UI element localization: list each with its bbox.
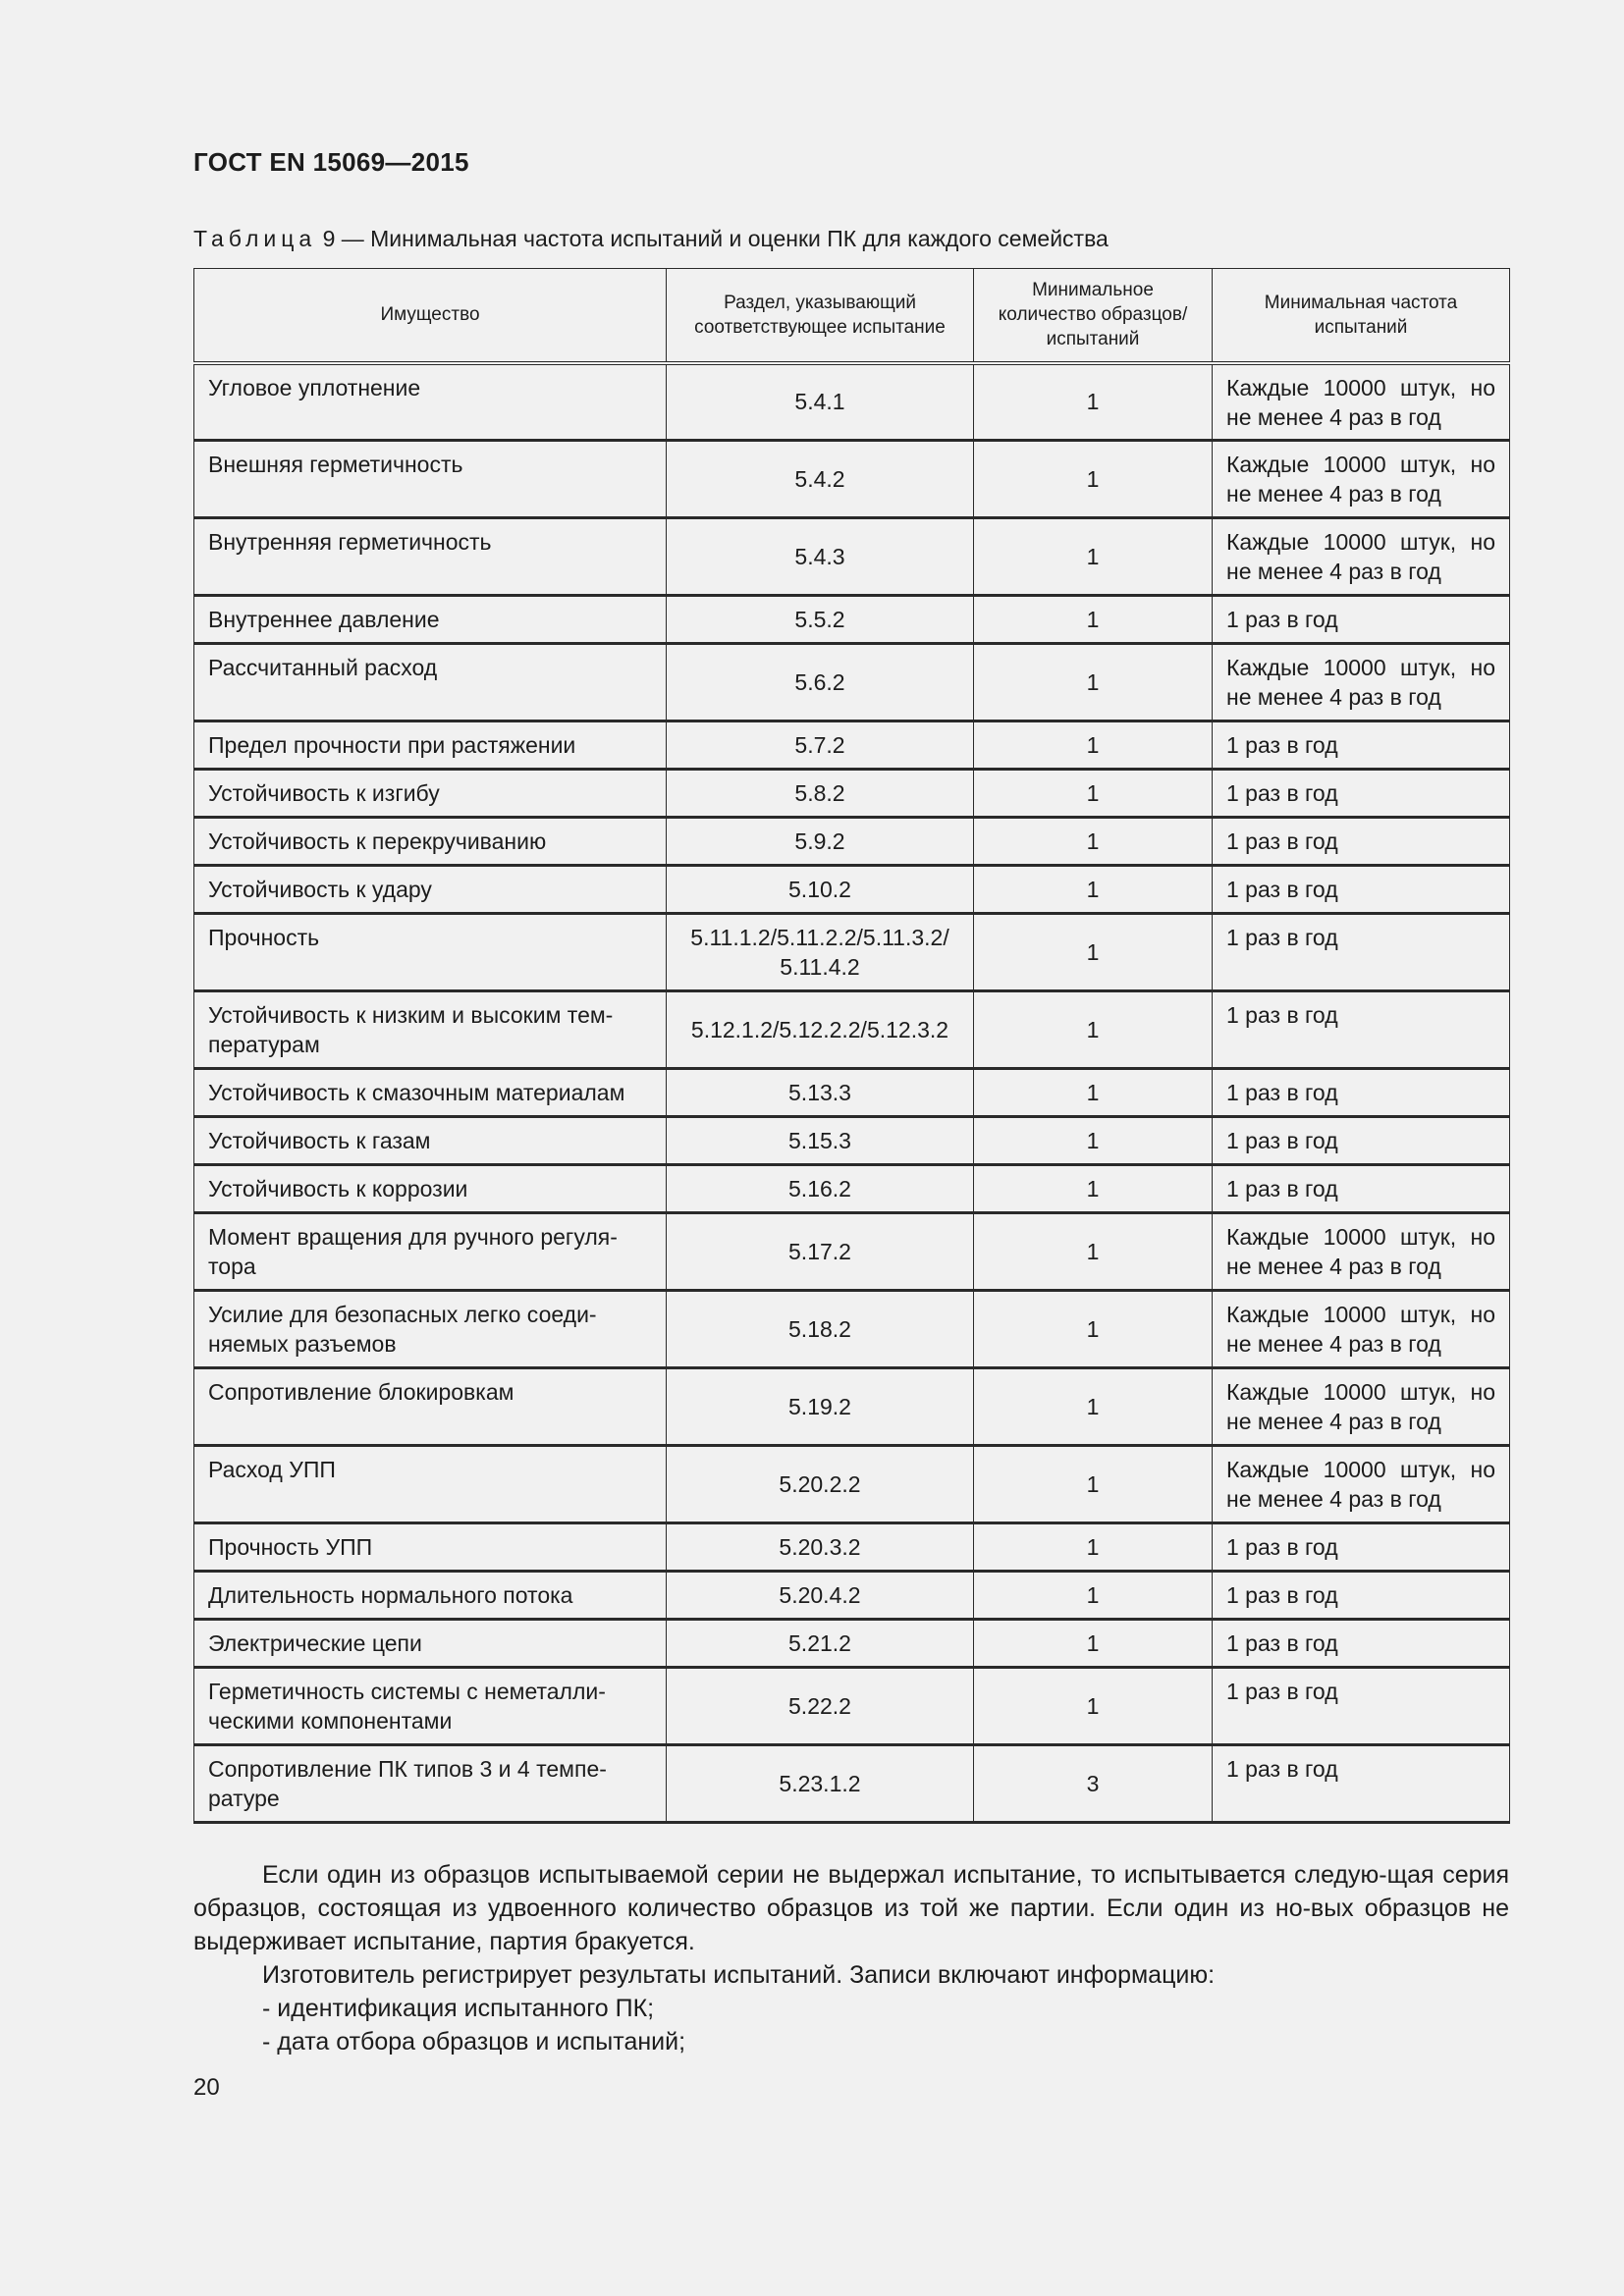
cell-count: 1	[974, 721, 1213, 770]
table-row	[194, 1572, 1510, 1620]
cell-property: Длительность нормального потока	[194, 1572, 667, 1620]
list-item: - дата отбора образцов и испытаний;	[262, 2028, 686, 2056]
cell-section: 5.5.2	[667, 596, 974, 644]
table-row	[194, 818, 1510, 866]
table-row	[194, 1165, 1510, 1213]
cell-count: 1	[974, 1446, 1213, 1523]
cell-property: Угловое уплотнение	[194, 363, 667, 441]
test-frequency-table	[193, 268, 1510, 1824]
cell-property: Рассчитанный расход	[194, 644, 667, 721]
cell-section: 5.7.2	[667, 721, 974, 770]
cell-property: Предел прочности при растяжении	[194, 721, 667, 770]
table-row	[194, 1446, 1510, 1523]
table-row	[194, 1620, 1510, 1668]
cell-property: Сопротивление блокировкам	[194, 1368, 667, 1446]
cell-frequency: Каждые 10000 штук, но не менее 4 раз в год	[1213, 441, 1510, 518]
cell-property: Герметичность системы с неметалли-ческими компонентами	[194, 1668, 667, 1745]
cell-count: 1	[974, 1069, 1213, 1117]
cell-frequency: 1 раз в год	[1213, 1069, 1510, 1117]
cell-count: 1	[974, 441, 1213, 518]
list-item: - идентификация испытанного ПК;	[262, 1995, 655, 2022]
cell-property: Электрические цепи	[194, 1620, 667, 1668]
cell-section: 5.21.2	[667, 1620, 974, 1668]
table-row	[194, 596, 1510, 644]
cell-frequency: 1 раз в год	[1213, 1668, 1510, 1745]
table-row	[194, 1745, 1510, 1823]
cell-count: 1	[974, 770, 1213, 818]
table-caption-label: Таблица	[193, 226, 317, 251]
cell-property: Устойчивость к газам	[194, 1117, 667, 1165]
cell-frequency: 1 раз в год	[1213, 721, 1510, 770]
table-row	[194, 1523, 1510, 1572]
table-row	[194, 866, 1510, 914]
cell-property: Устойчивость к низким и высоким тем-пературам	[194, 991, 667, 1069]
cell-property: Устойчивость к перекручиванию	[194, 818, 667, 866]
table-row	[194, 991, 1510, 1069]
cell-property: Прочность	[194, 914, 667, 991]
cell-section: 5.4.3	[667, 518, 974, 596]
cell-section: 5.4.2	[667, 441, 974, 518]
cell-section: 5.18.2	[667, 1291, 974, 1368]
cell-section: 5.16.2	[667, 1165, 974, 1213]
cell-frequency: Каждые 10000 штук, но не менее 4 раз в год	[1213, 1291, 1510, 1368]
cell-frequency: 1 раз в год	[1213, 991, 1510, 1069]
cell-section: 5.4.1	[667, 363, 974, 441]
table-body	[194, 363, 1510, 1823]
cell-section: 5.12.1.2/5.12.2.2/5.12.3.2	[667, 991, 974, 1069]
table-header-row	[194, 269, 1510, 363]
table-row	[194, 1117, 1510, 1165]
cell-count: 1	[974, 866, 1213, 914]
cell-frequency: 1 раз в год	[1213, 1572, 1510, 1620]
cell-property: Внутреннее давление	[194, 596, 667, 644]
page-number: 20	[193, 2074, 220, 2101]
table-row	[194, 644, 1510, 721]
cell-count: 1	[974, 518, 1213, 596]
paragraph-records: Изготовитель регистрирует результаты испытаний. Записи включают информацию:	[262, 1961, 1216, 1989]
cell-frequency: Каждые 10000 штук, но не менее 4 раз в год	[1213, 1368, 1510, 1446]
cell-section: 5.20.3.2	[667, 1523, 974, 1572]
table-row	[194, 441, 1510, 518]
cell-count: 1	[974, 991, 1213, 1069]
document-header: ГОСТ EN 15069—2015	[193, 147, 469, 177]
cell-count: 1	[974, 818, 1213, 866]
cell-frequency: 1 раз в год	[1213, 596, 1510, 644]
column-header-count: Минимальное количество образцов/испытаний	[974, 269, 1213, 363]
table-caption	[193, 226, 1109, 252]
table-row	[194, 1069, 1510, 1117]
table-row	[194, 1668, 1510, 1745]
cell-section: 5.15.3	[667, 1117, 974, 1165]
cell-count: 1	[974, 914, 1213, 991]
cell-property: Внешняя герметичность	[194, 441, 667, 518]
table-row	[194, 1213, 1510, 1291]
cell-frequency: 1 раз в год	[1213, 1745, 1510, 1823]
cell-frequency: 1 раз в год	[1213, 1620, 1510, 1668]
cell-property: Устойчивость к удару	[194, 866, 667, 914]
cell-property: Усилие для безопасных легко соеди-няемых разъемов	[194, 1291, 667, 1368]
cell-frequency: 1 раз в год	[1213, 770, 1510, 818]
cell-count: 1	[974, 596, 1213, 644]
cell-count: 1	[974, 1213, 1213, 1291]
table-caption-text: 9 — Минимальная частота испытаний и оценки ПК для каждого семейства	[316, 226, 1109, 251]
cell-frequency: Каждые 10000 штук, но не менее 4 раз в год	[1213, 1446, 1510, 1523]
cell-frequency: 1 раз в год	[1213, 1117, 1510, 1165]
cell-frequency: Каждые 10000 штук, но не менее 4 раз в год	[1213, 518, 1510, 596]
cell-frequency: Каждые 10000 штук, но не менее 4 раз в год	[1213, 363, 1510, 441]
table-row	[194, 770, 1510, 818]
cell-section: 5.23.1.2	[667, 1745, 974, 1823]
cell-frequency: 1 раз в год	[1213, 1523, 1510, 1572]
table-row	[194, 363, 1510, 441]
cell-section: 5.10.2	[667, 866, 974, 914]
cell-count: 3	[974, 1745, 1213, 1823]
cell-count: 1	[974, 363, 1213, 441]
cell-property: Расход УПП	[194, 1446, 667, 1523]
cell-count: 1	[974, 1368, 1213, 1446]
cell-property: Устойчивость к смазочным материалам	[194, 1069, 667, 1117]
cell-property: Прочность УПП	[194, 1523, 667, 1572]
cell-section: 5.8.2	[667, 770, 974, 818]
cell-count: 1	[974, 644, 1213, 721]
cell-property: Момент вращения для ручного регуля-тора	[194, 1213, 667, 1291]
cell-section: 5.13.3	[667, 1069, 974, 1117]
cell-section: 5.20.2.2	[667, 1446, 974, 1523]
cell-section: 5.11.1.2/5.11.2.2/5.11.3.2/ 5.11.4.2	[667, 914, 974, 991]
cell-section: 5.9.2	[667, 818, 974, 866]
cell-frequency: 1 раз в год	[1213, 1165, 1510, 1213]
cell-section: 5.17.2	[667, 1213, 974, 1291]
cell-section: 5.19.2	[667, 1368, 974, 1446]
cell-frequency: Каждые 10000 штук, но не менее 4 раз в год	[1213, 1213, 1510, 1291]
cell-property: Устойчивость к изгибу	[194, 770, 667, 818]
table-row	[194, 1291, 1510, 1368]
cell-count: 1	[974, 1117, 1213, 1165]
column-header-section: Раздел, указывающий соответствующее испытание	[667, 269, 974, 363]
cell-section: 5.6.2	[667, 644, 974, 721]
table-row	[194, 1368, 1510, 1446]
body-text	[193, 1858, 1509, 2058]
cell-property: Устойчивость к коррозии	[194, 1165, 667, 1213]
cell-frequency: 1 раз в год	[1213, 914, 1510, 991]
table-row	[194, 721, 1510, 770]
paragraph-resampling: Если один из образцов испытываемой серии не выдержал испытание, то испытывается следую-щая серия образцов, состоящая из удвоенного количество образцов из той же партии. Если один из но-вых образцов не выдерживает испытание, партия бракуется.	[193, 1861, 1509, 1955]
cell-frequency: 1 раз в год	[1213, 818, 1510, 866]
cell-section: 5.22.2	[667, 1668, 974, 1745]
cell-count: 1	[974, 1291, 1213, 1368]
cell-property: Внутренняя герметичность	[194, 518, 667, 596]
cell-property: Сопротивление ПК типов 3 и 4 темпе-ратуре	[194, 1745, 667, 1823]
cell-frequency: 1 раз в год	[1213, 866, 1510, 914]
cell-count: 1	[974, 1620, 1213, 1668]
cell-count: 1	[974, 1668, 1213, 1745]
cell-frequency: Каждые 10000 штук, но не менее 4 раз в год	[1213, 644, 1510, 721]
table-row	[194, 518, 1510, 596]
column-header-frequency: Минимальная частота испытаний	[1213, 269, 1510, 363]
cell-section: 5.20.4.2	[667, 1572, 974, 1620]
cell-count: 1	[974, 1165, 1213, 1213]
cell-count: 1	[974, 1572, 1213, 1620]
column-header-property: Имущество	[194, 269, 667, 363]
table-row	[194, 914, 1510, 991]
cell-count: 1	[974, 1523, 1213, 1572]
